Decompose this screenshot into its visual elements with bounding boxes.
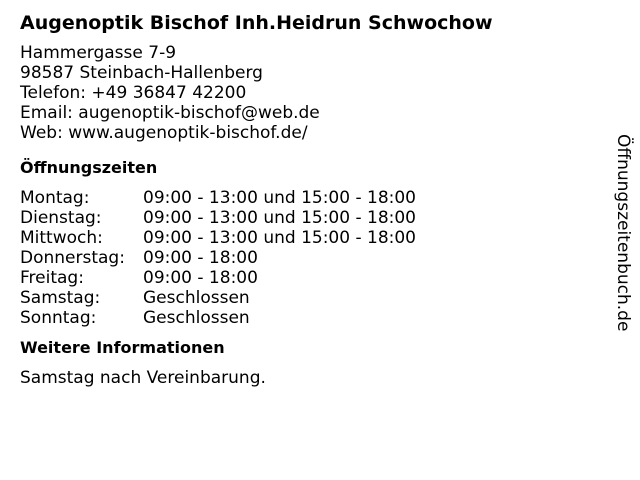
address-city: 98587 Steinbach-Hallenberg xyxy=(20,63,263,83)
hours-time: 09:00 - 18:00 xyxy=(143,248,258,268)
hours-day: Sonntag: xyxy=(20,308,97,328)
hours-time: 09:00 - 13:00 und 15:00 - 18:00 xyxy=(143,188,416,208)
hours-day: Montag: xyxy=(20,188,90,208)
hours-day: Donnerstag: xyxy=(20,248,125,268)
hours-time: 09:00 - 13:00 und 15:00 - 18:00 xyxy=(143,228,416,248)
hours-row-thursday xyxy=(20,248,600,268)
address-street: Hammergasse 7-9 xyxy=(20,43,177,63)
hours-time: 09:00 - 13:00 und 15:00 - 18:00 xyxy=(143,208,416,228)
hours-day: Samstag: xyxy=(20,288,101,308)
hours-row-sunday xyxy=(20,308,600,328)
phone-number: Telefon: +49 36847 42200 xyxy=(20,83,247,103)
additional-info-text: Samstag nach Vereinbarung. xyxy=(20,368,266,388)
hours-time: Geschlossen xyxy=(143,288,250,308)
hours-row-monday xyxy=(20,188,600,208)
hours-row-tuesday xyxy=(20,208,600,228)
watermark-text: Öffnungszeitenbuch.de xyxy=(613,134,633,332)
opening-hours-table xyxy=(20,188,600,328)
hours-day: Dienstag: xyxy=(20,208,102,228)
hours-row-wednesday xyxy=(20,228,600,248)
website-address: Web: www.augenoptik-bischof.de/ xyxy=(20,123,308,143)
hours-day: Freitag: xyxy=(20,268,84,288)
email-address: Email: augenoptik-bischof@web.de xyxy=(20,103,320,123)
hours-row-saturday xyxy=(20,288,600,308)
hours-time: 09:00 - 18:00 xyxy=(143,268,258,288)
hours-day: Mittwoch: xyxy=(20,228,103,248)
opening-hours-heading: Öffnungszeiten xyxy=(20,158,158,177)
additional-info-heading: Weitere Informationen xyxy=(20,338,225,357)
business-details xyxy=(20,11,600,388)
hours-row-friday xyxy=(20,268,600,288)
business-name: Augenoptik Bischof Inh.Heidrun Schwochow xyxy=(20,12,493,34)
hours-time: Geschlossen xyxy=(143,308,250,328)
